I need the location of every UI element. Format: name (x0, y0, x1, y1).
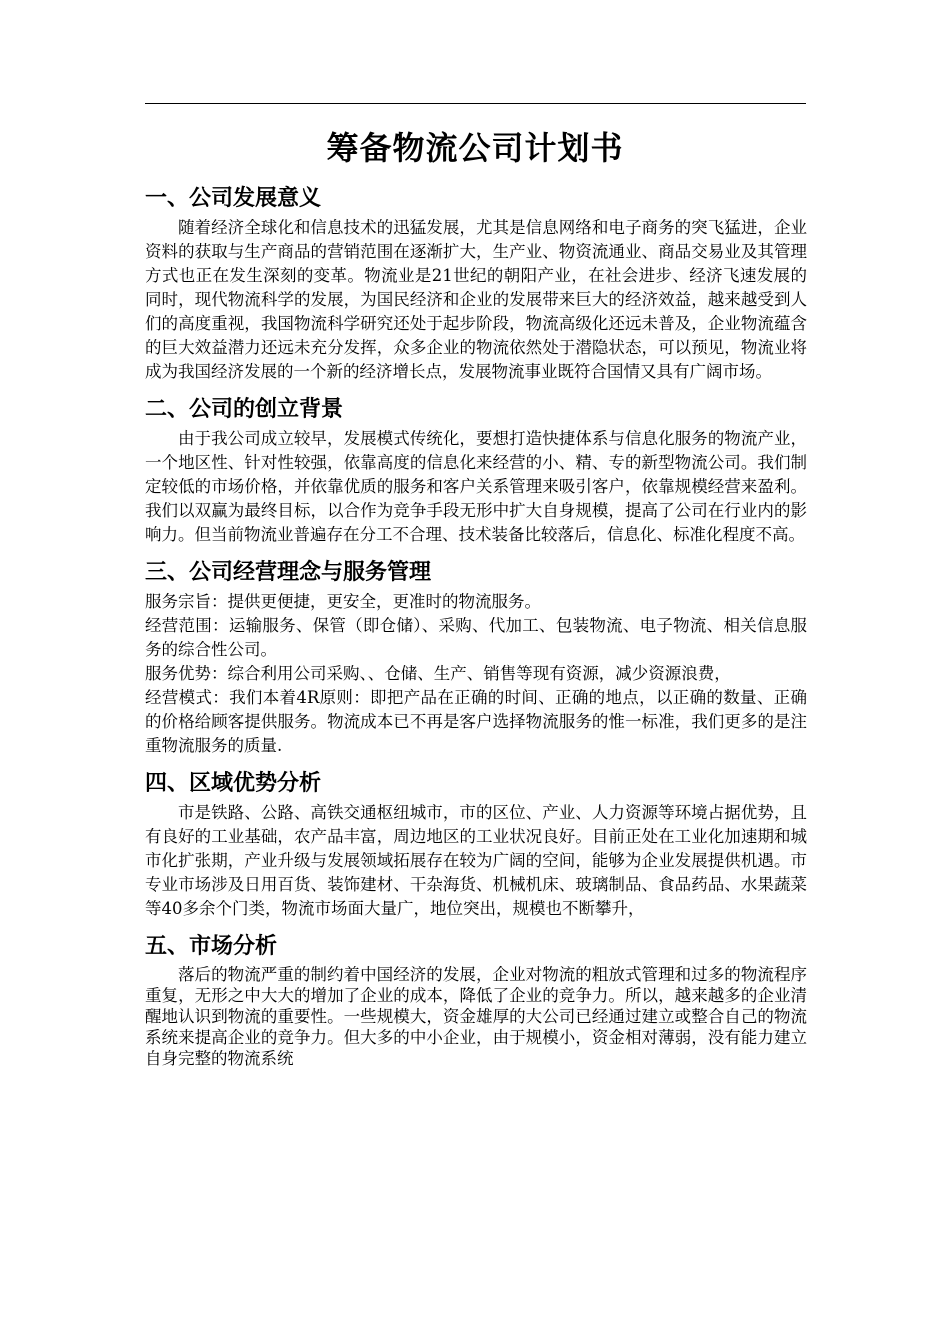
paragraph-business-model: 经营模式：我们本着4R原则：即把产品在正确的时间、正确的地点，以正确的数量、正确的价格给顾客提供服务。物流成本已不再是客户选择物流服务的惟一标准，我们更多的是注重物流服务的质量. (145, 688, 807, 755)
paragraph-service-advantage: 服务优势：综合利用公司采购、、仓储、生产、销售等现有资源，减少资源浪费， (145, 664, 731, 683)
paragraph: 市是铁路、公路、高铁交通枢纽城市，市的区位、产业、人力资源等环境占据优势，且有良好的工业基础，农产品丰富，周边地区的工业状况良好。目前正处在工业化加速期和城市化扩张期，产业升级与发展领域拓展存在较为广阔的空间，能够为企业发展提供机遇。市专业市场涉及日用百货、装饰建材、干杂海货、机械机床、玻璃制品、食品药品、水果蔬菜等40多余个门类，物流市场面大量广，地位突出，规模也不断攀升， (145, 803, 807, 918)
document-title: 筹备物流公司计划书 (326, 129, 624, 167)
header-rule (145, 103, 806, 104)
section-market-analysis (145, 930, 807, 1069)
document-body (145, 182, 807, 1078)
paragraph: 落后的物流严重的制约着中国经济的发展，企业对物流的粗放式管理和过多的物流程序重复，无形之中大大的增加了企业的成本，降低了企业的竞争力。所以，越来越多的企业清醒地认识到物流的重要性。一些规模大，资金雄厚的大公司已经通过建立或整合自己的物流系统来提高企业的竞争力。但大多的中小企业，由于规模小，资金相对薄弱，没有能力建立自身完整的物流系统 (145, 965, 807, 1068)
section-development-significance (145, 182, 807, 384)
section-heading: 一、公司发展意义 (145, 186, 322, 211)
paragraph-business-scope: 经营范围：运输服务、保管（即仓储）、采购、代加工、包装物流、电子物流、相关信息服务的综合性公司。 (145, 616, 807, 659)
paragraph: 由于我公司成立较早，发展模式传统化，要想打造快捷体系与信息化服务的物流产业，一个地区性、针对性较强，依靠高度的信息化来经营的小、精、专的新型物流公司。我们制定较低的市场价格，并依靠优质的服务和客户关系管理来吸引客户，依靠规模经营来盈利。我们以双赢为最终目标，以合作为竞争手段无形中扩大自身规模，提高了公司在行业内的影响力。但当前物流业普遍存在分工不合理、技术装备比较落后，信息化、标准化程度不高。 (145, 429, 807, 544)
section-heading: 四、区域优势分析 (145, 771, 322, 796)
section-heading: 五、市场分析 (145, 934, 278, 959)
section-heading: 二、公司的创立背景 (145, 397, 344, 422)
section-business-philosophy (145, 556, 807, 758)
paragraph: 随着经济全球化和信息技术的迅猛发展，尤其是信息网络和电子商务的突飞猛进，企业资料的获取与生产商品的营销范围在逐渐扩大，生产业、物资流通业、商品交易业及其管理方式也正在发生深刻的变革。物流业是21世纪的朝阳产业，在社会进步、经济飞速发展的同时，现代物流科学的发展，为国民经济和企业的发展带来巨大的经济效益，越来越受到人们的高度重视，我国物流科学研究还处于起步阶段，物流高级化还远未普及，企业物流蕴含的巨大效益潜力还远未充分发挥，众多企业的物流依然处于潜隐状态，可以预见，物流业将成为我国经济发展的一个新的经济增长点，发展物流事业既符合国情又具有广阔市场。 (145, 218, 807, 381)
paragraph-service-purpose: 服务宗旨：提供更便捷，更安全，更准时的物流服务。 (145, 592, 541, 611)
section-regional-advantage (145, 767, 807, 921)
section-founding-background (145, 393, 807, 547)
section-heading: 三、公司经营理念与服务管理 (145, 560, 432, 585)
